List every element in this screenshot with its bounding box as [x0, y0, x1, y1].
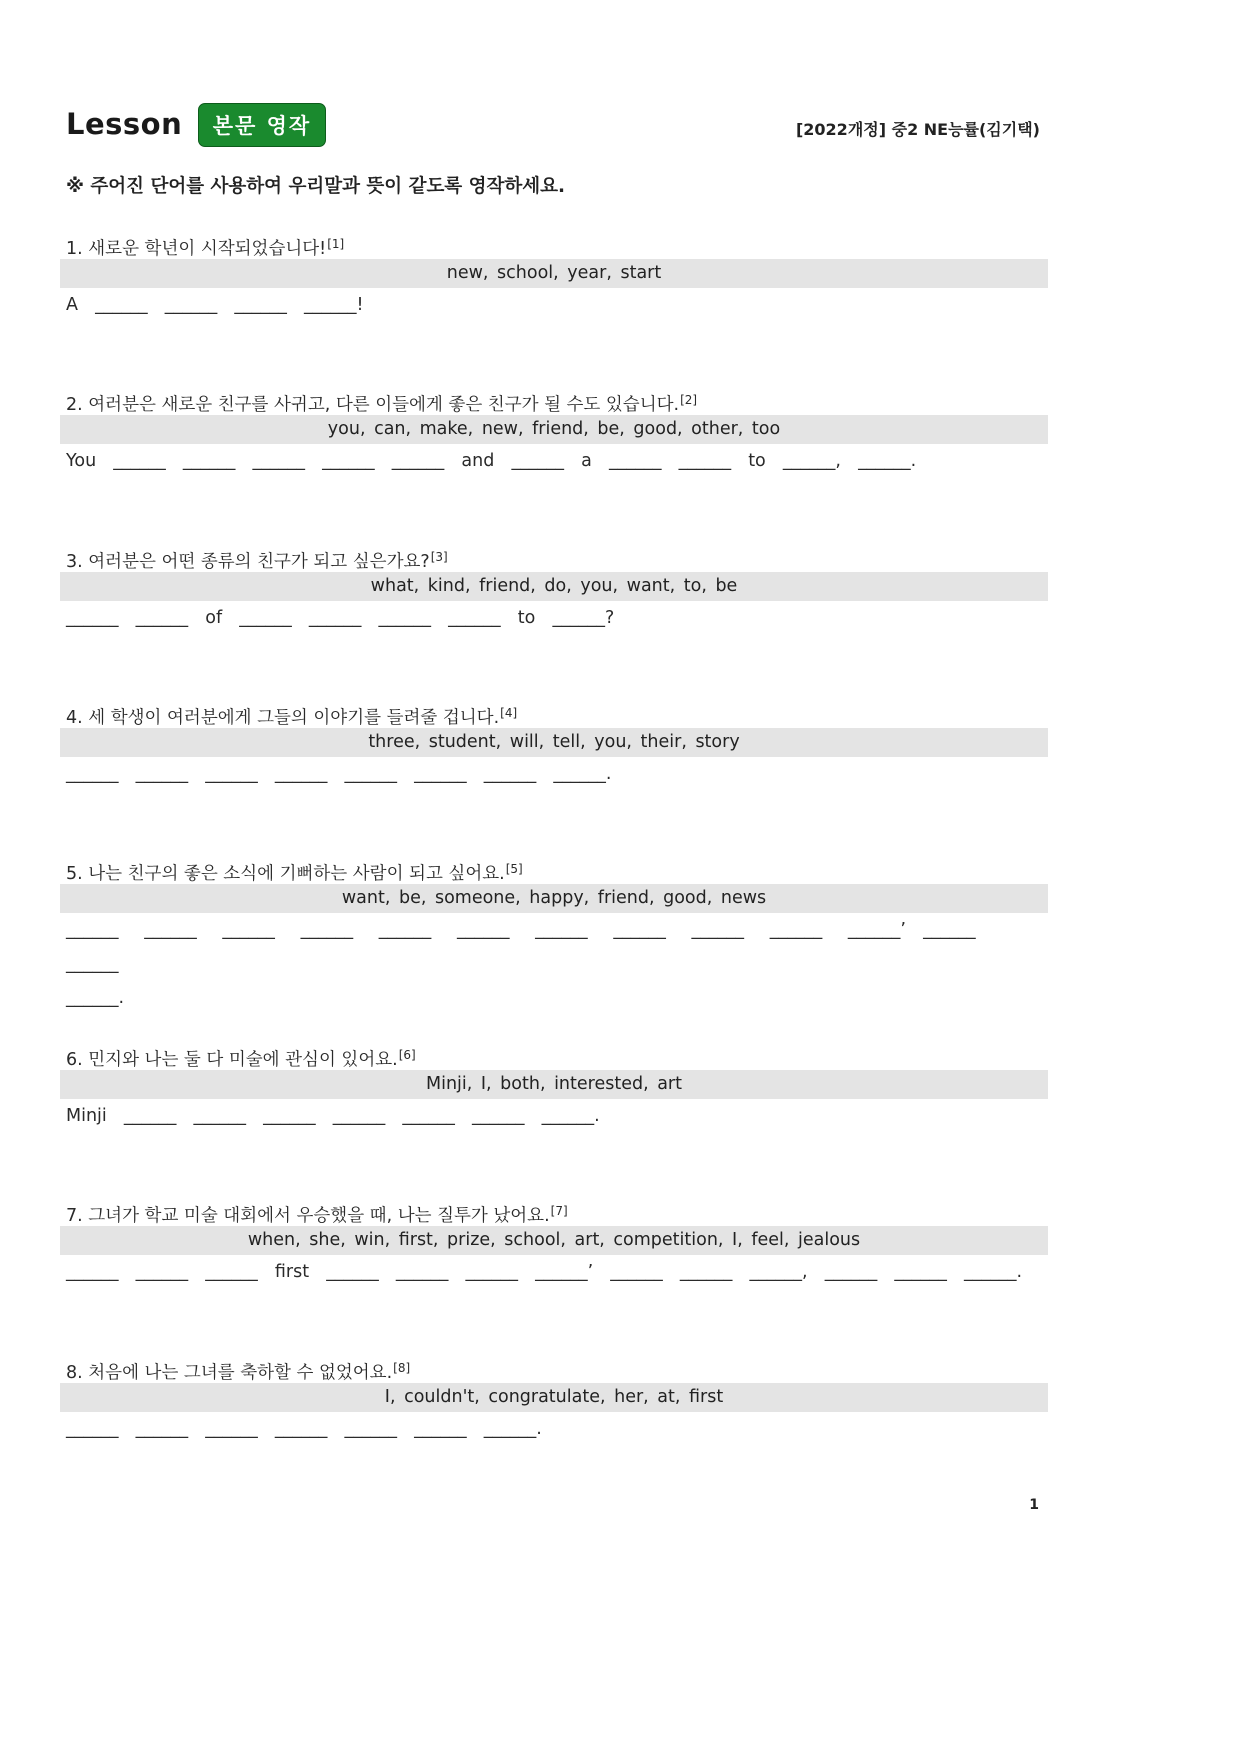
- answer-blanks: A ______ ______ ______ ______!: [66, 295, 364, 315]
- question: [66, 385, 1048, 415]
- question-text: 그녀가 학교 미술 대회에서 우승했을 때, 나는 질투가 났어요.: [88, 1206, 550, 1226]
- instruction: ※ 주어진 단어를 사용하여 우리말과 뜻이 같도록 영작하세요.: [66, 176, 566, 197]
- question-number: 7.: [66, 1206, 83, 1226]
- question-number: 4.: [66, 708, 83, 728]
- question-number: 3.: [66, 552, 83, 572]
- footnote-ref: [8]: [393, 1361, 411, 1375]
- answer-blanks: ______ ______ ______ ______ ______ ______ ______ ______ ______ ______ ______’ ______ ______ ______.: [66, 920, 976, 1008]
- footnote-ref: [3]: [430, 550, 448, 564]
- word-bank: three, student, will, tell, you, their, story: [60, 728, 1048, 757]
- footnote-ref: [1]: [327, 237, 345, 251]
- exercise-item: [60, 1196, 1048, 1289]
- answer-blanks: ______ ______ of ______ ______ ______ ______ to ______?: [66, 608, 615, 628]
- exercise-item: [60, 854, 1048, 1015]
- section-badge: 본문 영작: [198, 103, 326, 147]
- question: [66, 229, 1048, 259]
- exercise-item: [60, 698, 1048, 791]
- edition-label: [2022개정] 중2 NE능률(김기택): [795, 120, 1040, 139]
- question-text: 민지와 나는 둘 다 미술에 관심이 있어요.: [88, 1050, 398, 1070]
- lesson-title: [66, 107, 217, 141]
- footnote-ref: [2]: [680, 393, 698, 407]
- question-number: 5.: [66, 864, 83, 884]
- question-text: 새로운 학년이 시작되었습니다!: [88, 239, 327, 259]
- answer-blanks: ______ ______ ______ ______ ______ ______ ______ ______.: [66, 764, 612, 784]
- answer-blanks: Minji ______ ______ ______ ______ ______ ______ ______.: [66, 1106, 600, 1126]
- word-bank: I, couldn't, congratulate, her, at, first: [60, 1383, 1048, 1412]
- answer-blanks: ______ ______ ______ first ______ ______ ______ ______’ ______ ______ ______, ______ ______ ______.: [66, 1262, 1023, 1282]
- question: [66, 698, 1048, 728]
- footnote-ref: [4]: [500, 706, 518, 720]
- footnote-ref: [6]: [398, 1048, 416, 1062]
- question-number: 2.: [66, 395, 83, 415]
- word-bank: when, she, win, first, prize, school, art, competition, I, feel, jealous: [60, 1226, 1048, 1255]
- question: [66, 854, 1048, 884]
- footnote-ref: [7]: [550, 1204, 568, 1218]
- question: [66, 1353, 1048, 1383]
- question: [66, 1196, 1048, 1226]
- exercise-item: [60, 385, 1048, 478]
- answer-blanks: You ______ ______ ______ ______ ______ and ______ a ______ ______ to ______, ______.: [66, 451, 917, 471]
- question-text: 나는 친구의 좋은 소식에 기뻐하는 사람이 되고 싶어요.: [88, 864, 505, 884]
- exercise-item: [60, 229, 1048, 322]
- question-text: 여러분은 어떤 종류의 친구가 되고 싶은가요?: [88, 552, 430, 572]
- exercise-item: [60, 1040, 1048, 1133]
- question-text: 처음에 나는 그녀를 축하할 수 없었어요.: [88, 1363, 393, 1383]
- exercise-item: [60, 542, 1048, 635]
- footnote-ref: [5]: [505, 862, 523, 876]
- page-header: [66, 103, 1040, 149]
- word-bank: what, kind, friend, do, you, want, to, be: [60, 572, 1048, 601]
- question-number: 1.: [66, 239, 83, 259]
- word-bank: Minji, I, both, interested, art: [60, 1070, 1048, 1099]
- exercise-item: [60, 1353, 1048, 1446]
- question: [66, 1040, 1048, 1070]
- question-text: 여러분은 새로운 친구를 사귀고, 다른 이들에게 좋은 친구가 될 수도 있습니다.: [88, 395, 680, 415]
- question-number: 8.: [66, 1363, 83, 1383]
- question: [66, 542, 1048, 572]
- answer-blanks: ______ ______ ______ ______ ______ ______ ______.: [66, 1419, 542, 1439]
- page-number: 1: [1029, 1497, 1039, 1513]
- question-text: 세 학생이 여러분에게 그들의 이야기를 들려줄 겁니다.: [88, 708, 500, 728]
- word-bank: new, school, year, start: [60, 259, 1048, 288]
- question-number: 6.: [66, 1050, 83, 1070]
- word-bank: want, be, someone, happy, friend, good, news: [60, 884, 1048, 913]
- word-bank: you, can, make, new, friend, be, good, other, too: [60, 415, 1048, 444]
- lesson-word: Lesson: [66, 107, 183, 141]
